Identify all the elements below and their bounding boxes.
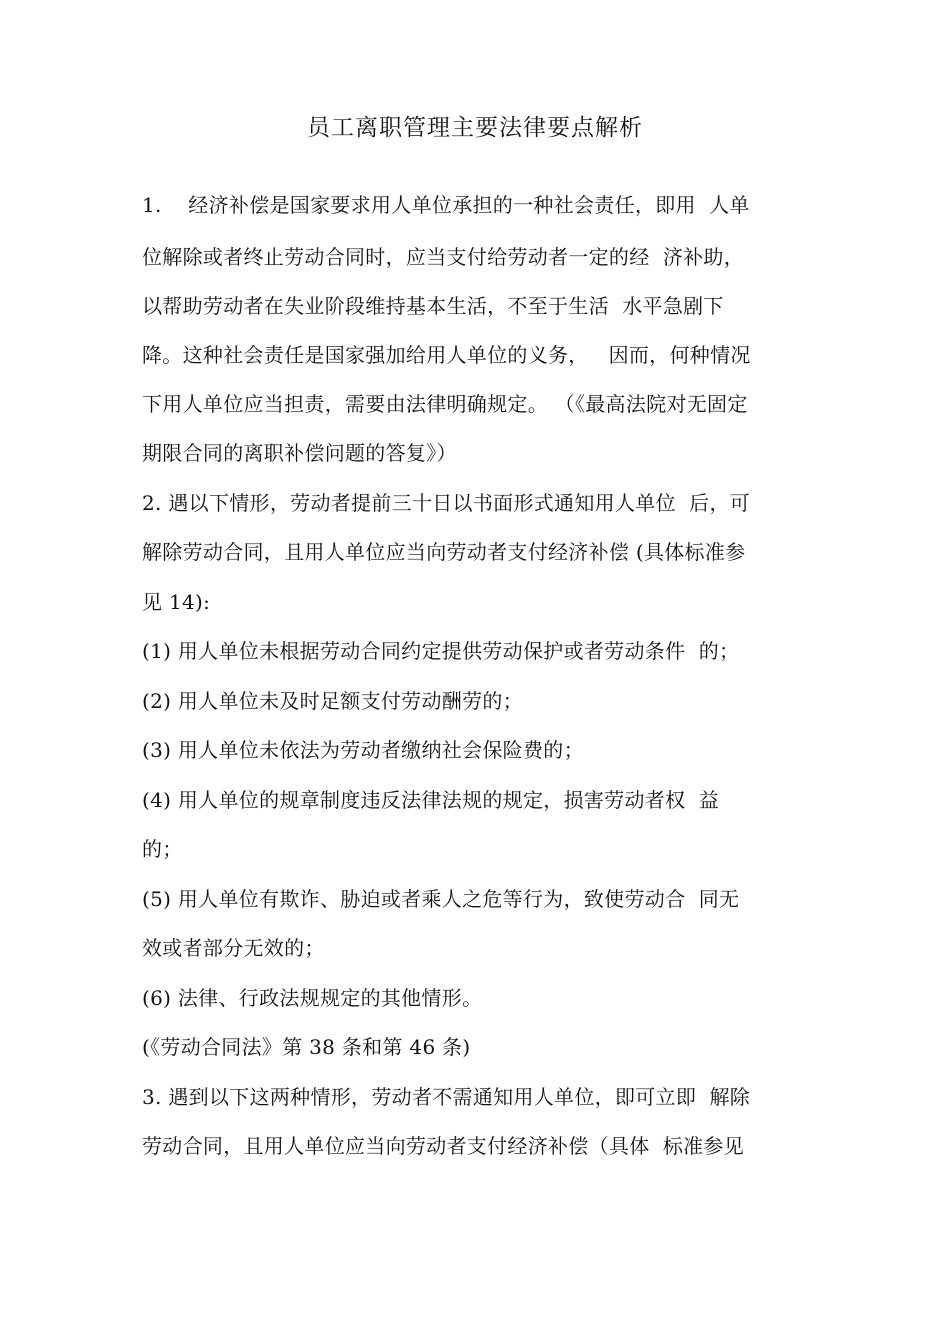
- list-item-3: (3) 用人单位未依法为劳动者缴纳社会保险费的；: [142, 738, 584, 762]
- paragraph-3-line-2: 劳动合同，且用人单位应当向劳动者支付经济补偿（具体 标准参见: [142, 1134, 745, 1158]
- list-item-6: (6) 法律、行政法规规定的其他情形。: [142, 986, 483, 1010]
- paragraph-1-line-2: 位解除或者终止劳动合同时，应当支付给劳动者一定的经 济补助，: [142, 245, 745, 269]
- list-item-1: (1) 用人单位未根据劳动合同约定提供劳动保护或者劳动条件 的；: [142, 639, 740, 663]
- list-item-5-line-1: (5) 用人单位有欺诈、胁迫或者乘人之危等行为，致使劳动合 同无: [142, 887, 740, 911]
- document-title: 员工离职管理主要法律要点解析: [307, 115, 643, 141]
- paragraph-3-line-1: 3. 遇到以下这两种情形，劳动者不需通知用人单位，即可立即 解除: [142, 1085, 751, 1109]
- paragraph-2-line-2: 解除劳动合同，且用人单位应当向劳动者支付经济补偿 (具体标准参: [142, 540, 746, 564]
- list-item-2: (2) 用人单位未及时足额支付劳动酬劳的；: [142, 689, 523, 713]
- paragraph-1-line-4: 降。这种社会责任是国家强加给用人单位的义务， 因而，何种情况: [142, 343, 751, 367]
- paragraph-2-line-1: 2. 遇以下情形，劳动者提前三十日以书面形式通知用人单位 后，可: [142, 491, 751, 515]
- paragraph-1-line-3: 以帮助劳动者在失业阶段维持基本生活，不至于生活 水平急剧下: [142, 294, 724, 318]
- list-item-5-line-2: 效或者部分无效的；: [142, 936, 325, 960]
- paragraph-1-line-6: 期限合同的离职补偿问题的答复》）: [142, 441, 457, 465]
- paragraph-1-line-1: 1. 经济补偿是国家要求用人单位承担的一种社会责任，即用 人单: [142, 193, 750, 217]
- paragraph-1-line-5: 下用人单位应当担责，需要由法律明确规定。 （《最高法院对无固定: [142, 392, 748, 416]
- paragraph-2-line-3: 见 14):: [142, 590, 211, 614]
- list-item-4-line-1: (4) 用人单位的规章制度违反法律法规的规定，损害劳动者权 益: [142, 788, 720, 812]
- list-item-4-line-2: 的；: [142, 837, 183, 861]
- legal-citation: (《劳动合同法》第 38 条和第 46 条): [142, 1035, 471, 1059]
